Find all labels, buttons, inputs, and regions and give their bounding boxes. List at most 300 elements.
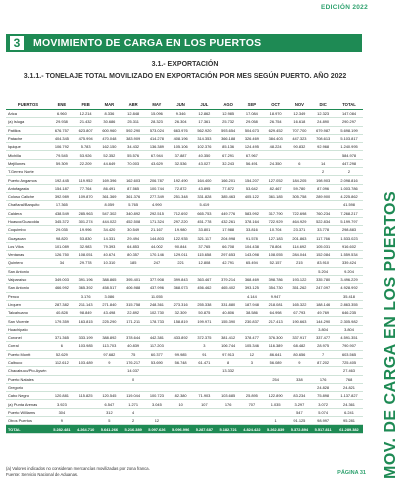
value-cell: 53.926 (74, 151, 98, 159)
value-cell: 361.376 (121, 192, 145, 200)
port-name-cell: Coquimbo (6, 226, 50, 234)
table-row (6, 134, 363, 142)
value-cell: 345.372 (50, 217, 74, 225)
value-cell: 154.187 (50, 184, 74, 192)
table-row (6, 251, 363, 259)
value-cell: 85.136 (216, 143, 240, 151)
value-cell: 124.495 (240, 143, 264, 151)
port-name-cell: Chacabuco/Pto.Aysén (6, 367, 50, 375)
value-cell: 113.703 (98, 342, 122, 350)
value-cell: 3.804 (311, 325, 335, 333)
value-cell (264, 201, 288, 209)
value-cell: 365.392 (74, 284, 98, 292)
value-cell: 67.944 (145, 151, 169, 159)
value-cell: 395.401 (121, 275, 145, 283)
table-row (6, 350, 363, 358)
value-cell: 26.754 (264, 118, 288, 126)
value-cell: 78.804 (264, 242, 288, 250)
table-body (6, 110, 363, 434)
value-cell: 6.241 (335, 408, 363, 416)
port-name-cell: Patillos (6, 126, 50, 134)
side-tab (376, 190, 406, 480)
port-name-cell: Iquique (6, 143, 50, 151)
value-cell: 68.482 (288, 342, 312, 350)
value-cell (264, 151, 288, 159)
value-cell: 75.898 (311, 392, 335, 400)
value-cell (240, 416, 264, 424)
table-row (6, 292, 363, 300)
value-cell (311, 367, 335, 375)
value-cell (288, 201, 312, 209)
value-cell (169, 342, 193, 350)
value-cell: 103.985 (74, 342, 98, 350)
value-cell (50, 325, 74, 333)
value-cell: 201.863 (288, 234, 312, 242)
value-cell: 663.976 (169, 126, 193, 134)
value-cell: 13.332 (216, 367, 240, 375)
value-cell: 64.853 (121, 242, 145, 250)
value-cell (264, 325, 288, 333)
note-source: Fuente: Servicio Nacional de Aduanas. (6, 471, 79, 477)
value-cell (74, 375, 98, 383)
value-cell: 215 (288, 259, 312, 267)
value-cell: 5.419 (193, 201, 217, 209)
port-name-cell: Corral (6, 342, 50, 350)
value-cell: 119.044 (121, 392, 145, 400)
value-cell: 4.225.862 (335, 192, 363, 200)
value-cell: 391.196 (74, 275, 98, 283)
value-cell (193, 375, 217, 383)
value-cell: 646.235 (335, 309, 363, 317)
value-cell (121, 292, 145, 300)
table-row (6, 317, 363, 325)
value-cell: 83.234 (288, 392, 312, 400)
value-cell: 144.290 (311, 317, 335, 325)
value-cell: 8 (216, 358, 240, 366)
value-cell (169, 416, 193, 424)
value-cell: 7.268.217 (335, 209, 363, 217)
value-cell (121, 383, 145, 391)
value-cell (216, 375, 240, 383)
value-cell: 165.322 (288, 300, 312, 308)
value-cell: 59.309 (50, 159, 74, 167)
value-cell: 190.663 (288, 317, 312, 325)
value-cell: 9.346 (169, 110, 193, 118)
value-cell (121, 325, 145, 333)
value-cell: 40.350 (193, 151, 217, 159)
value-cell: 115.658 (193, 251, 217, 259)
value-cell (193, 367, 217, 375)
value-cell: 337.477 (311, 334, 335, 342)
value-cell (216, 383, 240, 391)
value-cell (74, 367, 98, 375)
value-cell: 38.586 (240, 309, 264, 317)
value-cell: 592.290 (121, 126, 145, 134)
value-cell: 61.471 (193, 358, 217, 366)
column-header: ENE (50, 99, 74, 110)
value-cell (121, 168, 145, 176)
value-cell (145, 267, 169, 275)
section-number: 3 (8, 34, 26, 52)
value-cell (193, 383, 217, 391)
value-cell: 91.125 (288, 416, 312, 424)
value-cell: 629.452 (264, 126, 288, 134)
value-cell: 679.987 (311, 126, 335, 134)
value-cell: 331.828 (193, 192, 217, 200)
port-name-cell: T.Gerreo Norte (6, 168, 50, 176)
value-cell (169, 292, 193, 300)
port-name-cell: Penco (6, 292, 50, 300)
value-cell: 90.832 (288, 143, 312, 151)
total-value-cell: 5.216.389 (121, 425, 145, 434)
value-cell: 354.730 (264, 284, 288, 292)
value-cell: 40.674 (98, 251, 122, 259)
table-row (6, 259, 363, 267)
value-cell: 393.125 (240, 284, 264, 292)
table-row (6, 159, 363, 167)
value-cell: 16.618 (288, 118, 312, 126)
value-cell: 126.750 (50, 251, 74, 259)
value-cell: 722.929 (264, 217, 288, 225)
value-cell: 466.992 (50, 284, 74, 292)
value-cell: 408.196 (169, 134, 193, 142)
value-cell: 106.744 (216, 342, 240, 350)
value-cell: 287.382 (50, 300, 74, 308)
value-cell: 584.978 (335, 151, 363, 159)
value-cell: 72.872 (169, 184, 193, 192)
value-cell: 230.837 (240, 317, 264, 325)
value-cell: 1.559.534 (335, 251, 363, 259)
value-cell: 289.900 (311, 192, 335, 200)
value-cell: 399.843 (169, 275, 193, 283)
value-cell (216, 292, 240, 300)
value-cell: 3.297 (288, 400, 312, 408)
value-cell: 52.629 (50, 350, 74, 358)
table-row (6, 342, 363, 350)
value-cell: 3.804 (335, 325, 363, 333)
value-cell: 163.815 (74, 317, 98, 325)
value-cell (288, 292, 312, 300)
value-cell: 21.432 (74, 118, 98, 126)
value-cell: 378.164 (240, 217, 264, 225)
value-cell (288, 168, 312, 176)
value-cell: 29.778 (74, 259, 98, 267)
value-cell: 27.463 (335, 367, 363, 375)
value-cell: 32.983 (74, 242, 98, 250)
value-cell: 147.084 (335, 110, 363, 118)
value-cell: 15.096 (145, 110, 169, 118)
value-cell: 708.613 (311, 134, 335, 142)
value-cell: 127.183 (264, 234, 288, 242)
value-cell: 108.051 (74, 251, 98, 259)
table-row (6, 334, 363, 342)
value-cell: 117.203 (145, 342, 169, 350)
value-cell: 34.432 (121, 143, 145, 151)
value-cell: 285.963 (74, 209, 98, 217)
value-cell: 12.323 (311, 110, 335, 118)
table-row (6, 118, 363, 126)
value-cell: 19.996 (74, 226, 98, 234)
value-cell: 3.496.229 (335, 275, 363, 283)
value-cell: 17.365 (50, 201, 74, 209)
value-cell (145, 367, 169, 375)
table-row (6, 325, 363, 333)
value-cell (240, 325, 264, 333)
value-cell: 4 (121, 408, 145, 416)
value-cell: 49.769 (311, 309, 335, 317)
value-cell: 10.704 (264, 226, 288, 234)
value-cell: 12 (145, 416, 169, 424)
value-cell (169, 408, 193, 416)
value-cell: 11.055 (145, 292, 169, 300)
value-cell: 64.998 (264, 309, 288, 317)
value-cell: 55.576 (121, 151, 145, 159)
value-cell: 101.089 (50, 242, 74, 250)
value-cell (145, 168, 169, 176)
value-cell: 43.498 (98, 309, 122, 317)
value-cell: 368.469 (240, 275, 264, 283)
value-cell: 248.361 (145, 300, 169, 308)
value-cell (288, 151, 312, 159)
value-cell: 92.968 (311, 143, 335, 151)
value-cell: 12.349 (288, 110, 312, 118)
value-cell: 458.517 (98, 284, 122, 292)
value-cell: 9.947 (264, 292, 288, 300)
value-cell (98, 383, 122, 391)
value-cell: 120.545 (98, 392, 122, 400)
value-cell: 24.361 (335, 400, 363, 408)
value-cell: 349.003 (50, 275, 74, 283)
value-cell (240, 367, 264, 375)
value-cell (288, 367, 312, 375)
value-cell: 97.682 (98, 350, 122, 358)
value-cell: 271.840 (98, 300, 122, 308)
value-cell: 170.146 (145, 251, 169, 259)
value-cell: 277.349 (145, 192, 169, 200)
column-header: JUL (193, 99, 217, 110)
value-cell: 98.820 (50, 234, 74, 242)
value-cell: 33.801 (193, 226, 217, 234)
value-cell: 90.844 (169, 242, 193, 250)
table-row (6, 392, 363, 400)
value-cell: 37.887 (169, 151, 193, 159)
value-cell: 10 (169, 400, 193, 408)
column-header: TOTAL (335, 99, 363, 110)
value-cell (193, 325, 217, 333)
value-cell: 43.629 (145, 159, 169, 167)
value-cell: 273.316 (169, 300, 193, 308)
value-cell: 155.390 (216, 317, 240, 325)
value-cell: 99.985 (169, 350, 193, 358)
value-cell: 339.424 (335, 259, 363, 267)
total-value-cell: 5.287.687 (193, 425, 217, 434)
value-cell: 176 (216, 400, 240, 408)
value-cell: 5.074 (311, 408, 335, 416)
value-cell: 326.469 (240, 134, 264, 142)
table-row (6, 192, 363, 200)
value-cell: 522.834 (311, 217, 335, 225)
value-cell: 80.357 (121, 251, 145, 259)
value-cell (193, 267, 217, 275)
value-cell: 24.350 (264, 159, 288, 167)
port-name-cell: Talcahuano (6, 309, 50, 317)
port-name-cell: Lirquen (6, 300, 50, 308)
value-cell: 475.994 (74, 134, 98, 142)
value-cell: 162.603 (121, 176, 145, 184)
value-cell: 95.281 (335, 416, 363, 424)
value-cell: 77.764 (74, 184, 98, 192)
value-cell: 315.758 (121, 300, 145, 308)
value-cell: 176 (311, 375, 335, 383)
value-cell (240, 267, 264, 275)
value-cell: 297.220 (169, 217, 193, 225)
value-cell: 171.211 (121, 317, 145, 325)
value-cell: 372.375 (193, 334, 217, 342)
value-cell: 298.883 (335, 226, 363, 234)
value-cell: 398.786 (264, 275, 288, 283)
value-cell: 247 (145, 259, 169, 267)
value-cell: 30.686 (98, 118, 122, 126)
port-name-cell: Michilla (6, 151, 50, 159)
value-cell: 117.766 (311, 234, 335, 242)
value-cell (98, 367, 122, 375)
value-cell: 1.533.023 (335, 234, 363, 242)
value-cell: 166.201 (216, 176, 240, 184)
value-cell: 22.209 (74, 159, 98, 167)
value-cell: 340.892 (121, 209, 145, 217)
value-cell: 5.698.199 (335, 126, 363, 134)
value-cell: 43.027 (193, 159, 217, 167)
value-cell: 312 (98, 408, 122, 416)
column-header: ABR (121, 99, 145, 110)
value-cell: 3 (193, 342, 217, 350)
value-cell (169, 267, 193, 275)
port-name-cell: Huasco/Guacolda (6, 217, 50, 225)
value-cell: 444.022 (98, 217, 122, 225)
value-cell: 171.324 (145, 217, 169, 225)
value-cell: 12.214 (74, 110, 98, 118)
value-cell: 25.311 (121, 118, 145, 126)
value-cell: 29.494 (121, 234, 145, 242)
value-cell: 470.048 (98, 134, 122, 142)
value-cell: 433.892 (169, 334, 193, 342)
value-cell: 464.929 (288, 217, 312, 225)
value-cell: 17.084 (240, 110, 264, 118)
value-cell: 5.199.797 (335, 217, 363, 225)
value-cell: 225.290 (98, 317, 122, 325)
value-cell (74, 408, 98, 416)
value-cell (216, 408, 240, 416)
column-header: MAY (145, 99, 169, 110)
value-cell: 158.819 (169, 317, 193, 325)
value-cell (74, 350, 98, 358)
value-cell: 722.698 (288, 209, 312, 217)
table-row (6, 408, 363, 416)
value-cell: 44.649 (98, 159, 122, 167)
value-cell: 129.011 (169, 251, 193, 259)
value-cell: 192.490 (169, 176, 193, 184)
total-value-cell: 5.517.811 (311, 425, 335, 434)
value-cell (193, 292, 217, 300)
value-cell: 105.346 (240, 342, 264, 350)
value-cell: 452.508 (121, 217, 145, 225)
value-cell: 75 (121, 350, 145, 358)
value-cell (264, 367, 288, 375)
value-cell: 60.377 (145, 350, 169, 358)
value-cell: 573.024 (145, 126, 169, 134)
value-cell: 217.413 (264, 317, 288, 325)
total-value-cell: 5.182.721 (216, 425, 240, 434)
table-row (6, 151, 363, 159)
value-cell: 2 (335, 168, 363, 176)
value-cell: 24.828 (311, 383, 335, 391)
value-cell: 87.096 (311, 184, 335, 192)
value-cell: 447.298 (335, 159, 363, 167)
value-cell: 52.157 (264, 259, 288, 267)
value-cell: 66.708 (216, 242, 240, 250)
value-cell: 112.612 (50, 358, 74, 366)
value-cell (240, 168, 264, 176)
value-cell: 4.591.351 (335, 334, 363, 342)
value-cell: 405.122 (240, 192, 264, 200)
value-cell: 100.723 (145, 392, 169, 400)
port-name-cell: Cabo Negro (6, 392, 50, 400)
value-cell: 40.828 (50, 309, 74, 317)
value-cell: 9.204 (335, 267, 363, 275)
value-cell: 9 (288, 358, 312, 366)
port-name-cell: Valparaíso (6, 275, 50, 283)
value-cell: 504.673 (240, 126, 264, 134)
value-cell (50, 367, 74, 375)
total-value-cell: 5.641.266 (98, 425, 122, 434)
value-cell: 14 (311, 159, 335, 167)
total-value-cell: 61.289.382 (335, 425, 363, 434)
value-cell: 4.990 (145, 201, 169, 209)
value-cell: 297.653 (216, 251, 240, 259)
value-cell: 199.971 (193, 317, 217, 325)
value-cell: 9 (50, 416, 74, 424)
value-cell: 102.376 (193, 143, 217, 151)
table-row (6, 309, 363, 317)
value-cell: 82.467 (264, 184, 288, 192)
value-cell: 218.081 (264, 300, 288, 308)
value-cell: 19.980 (169, 226, 193, 234)
value-cell (311, 201, 335, 209)
value-cell (145, 408, 169, 416)
port-name-cell: Puerto Williams (6, 408, 50, 416)
value-cell: 447.323 (288, 134, 312, 142)
value-cell: 33.816 (240, 226, 264, 234)
value-cell (169, 201, 193, 209)
value-cell: 301.274 (74, 217, 98, 225)
value-cell: 676.757 (50, 126, 74, 134)
port-name-cell: Mejillones (6, 159, 50, 167)
value-cell (193, 168, 217, 176)
total-value-cell: 5.262.839 (264, 425, 288, 434)
value-cell: 35.418 (335, 292, 363, 300)
value-cell: 53.690 (145, 358, 169, 366)
value-cell: 48.224 (264, 143, 288, 151)
value-cell (240, 408, 264, 416)
value-cell: 2 (311, 168, 335, 176)
value-cell: 105.031 (311, 242, 335, 250)
value-cell: 21.167 (145, 226, 169, 234)
port-name-cell: Huachipato (6, 325, 50, 333)
value-cell: 120.881 (50, 392, 74, 400)
value-cell: 22.892 (121, 309, 145, 317)
value-cell (240, 201, 264, 209)
value-cell: 104.438 (240, 242, 264, 250)
